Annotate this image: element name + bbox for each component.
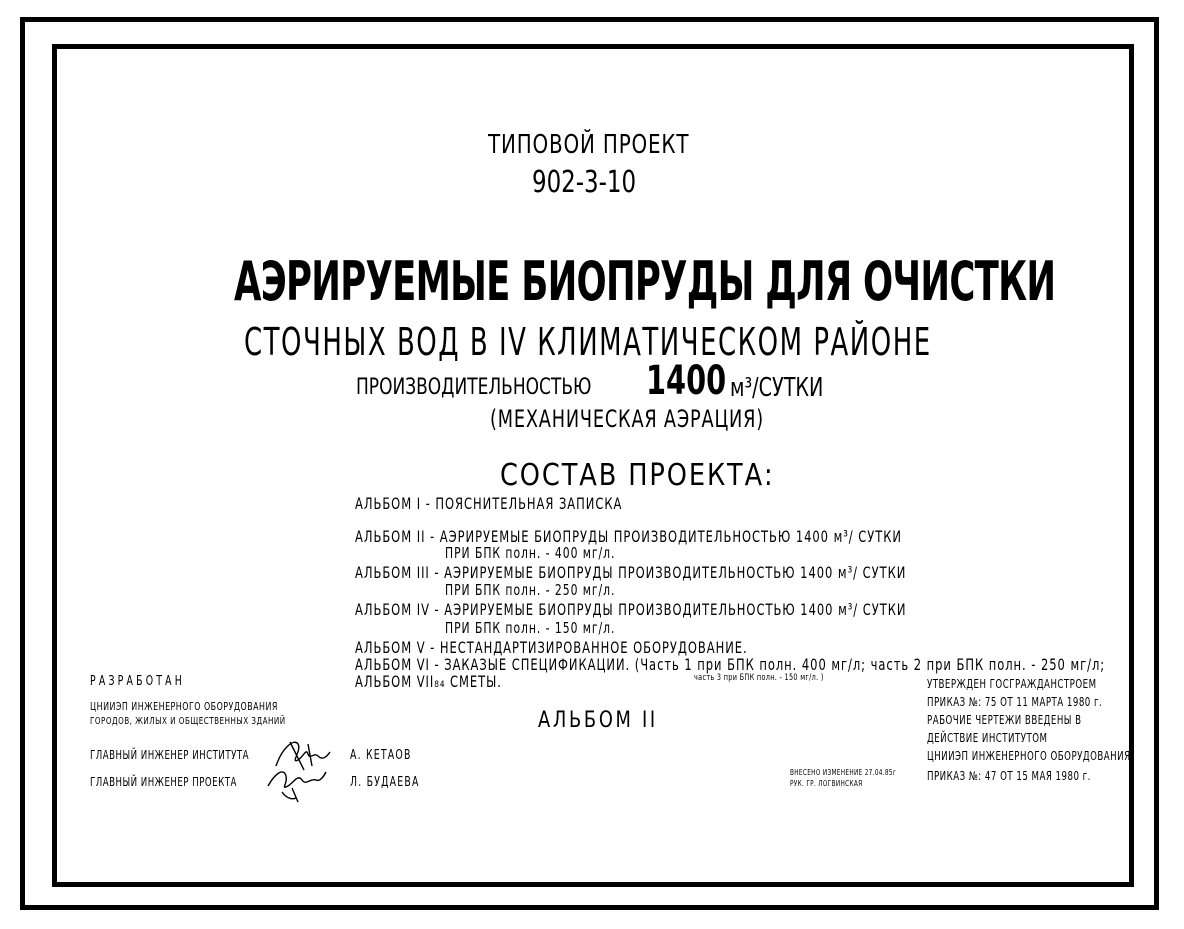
composition-row: ПРИ БПК полн. - 150 мг/л. [445, 619, 616, 637]
capacity-unit: м³/СУТКИ [730, 373, 824, 403]
composition-row: АЛЬБОМ I - ПОЯСНИТЕЛЬНАЯ ЗАПИСКА [355, 494, 623, 513]
composition-row: АЛЬБОМ II - АЭРИРУЕМЫЕ БИОПРУДЫ ПРОИЗВОДИТЕЛЬНОСТЬЮ 1400 м³/ СУТКИ [355, 527, 902, 546]
capacity-prefix: ПРОИЗВОДИТЕЛЬНОСТЬЮ [356, 375, 592, 400]
composition-row: АЛЬБОМ III - АЭРИРУЕМЫЕ БИОПРУДЫ ПРОИЗВОДИТЕЛЬНОСТЬЮ 1400 м³/ СУТКИ [355, 563, 907, 582]
approval-line4: ДЕЙСТВИЕ ИНСТИТУТОМ [927, 731, 1048, 745]
developer-org-line1: ЦНИИЭП ИНЖЕНЕРНОГО ОБОРУДОВАНИЯ [90, 700, 278, 713]
developer-heading: РАЗРАБОТАН [90, 674, 186, 689]
capacity-value: 1400 [646, 358, 727, 404]
approval-line6: ПРИКАЗ №: 47 ОТ 15 МАЯ 1980 г. [927, 769, 1091, 783]
chief-engineer-institute-name: А. КЕТАОВ [350, 748, 412, 763]
composition-row: АЛЬБОМ V - НЕСТАНДАРТИЗИРОВАННОЕ ОБОРУДОВАНИЕ. [355, 638, 748, 657]
composition-heading: СОСТАВ ПРОЕКТА: [500, 458, 775, 493]
approval-line2: ПРИКАЗ №: 75 ОТ 11 МАРТА 1980 г. [927, 695, 1103, 709]
composition-row: АЛЬБОМ VI - ЗАКАЗЫЕ СПЕЦИФИКАЦИИ. (Часть 1 при БПК полн. 400 мг/л; часть 2 при БПК полн. - 250 мг/л; [355, 655, 1106, 674]
chief-engineer-institute: ГЛАВНЫЙ ИНЖЕНЕР ИНСТИТУТА [90, 748, 249, 762]
chief-engineer-project: ГЛАВНЫЙ ИНЖЕНЕР ПРОЕКТА [90, 775, 237, 789]
approval-line1: УТВЕРЖДЕН ГОСГРАЖДАНСТРОЕМ [927, 677, 1097, 691]
composition-row: АЛЬБОМ VII₈₄ СМЕТЫ. [355, 672, 502, 691]
main-subtitle: СТОЧНЫХ ВОД В IV КЛИМАТИЧЕСКОМ РАЙОНЕ [244, 320, 932, 364]
project-number: 902-3-10 [532, 165, 637, 200]
type-label: ТИПОВОЙ ПРОЕКТ [488, 130, 690, 160]
change-note-line1: ВНЕСЕНО ИЗМЕНЕНИЕ 27.04.85г [790, 768, 897, 777]
chief-engineer-project-name: Л. БУДАЕВА [350, 775, 420, 790]
album-label: АЛЬБОМ II [538, 708, 658, 733]
composition-row: часть 3 при БПК полн. - 150 мг/л. ) [694, 673, 824, 683]
main-title: АЭРИРУЕМЫЕ БИОПРУДЫ ДЛЯ ОЧИСТКИ [234, 250, 1056, 313]
approval-line5: ЦНИИЭП ИНЖЕНЕРНОГО ОБОРУДОВАНИЯ [927, 749, 1131, 763]
approval-line3: РАБОЧИЕ ЧЕРТЕЖИ ВВЕДЕНЫ В [927, 713, 1082, 727]
developer-org-line2: ГОРОДОВ, ЖИЛЫХ И ОБЩЕСТВЕННЫХ ЗДАНИЙ [90, 716, 286, 727]
composition-row: ПРИ БПК полн. - 400 мг/л. [445, 544, 616, 562]
change-note-line2: РУК. ГР. ЛОГВИНСКАЯ [790, 779, 863, 788]
composition-row: ПРИ БПК полн. - 250 мг/л. [445, 581, 616, 599]
composition-row: АЛЬБОМ IV - АЭРИРУЕМЫЕ БИОПРУДЫ ПРОИЗВОДИТЕЛЬНОСТЬЮ 1400 м³/ СУТКИ [355, 600, 907, 619]
signature-budaeva [262, 758, 332, 808]
aeration-type: (МЕХАНИЧЕСКАЯ АЭРАЦИЯ) [490, 405, 764, 433]
